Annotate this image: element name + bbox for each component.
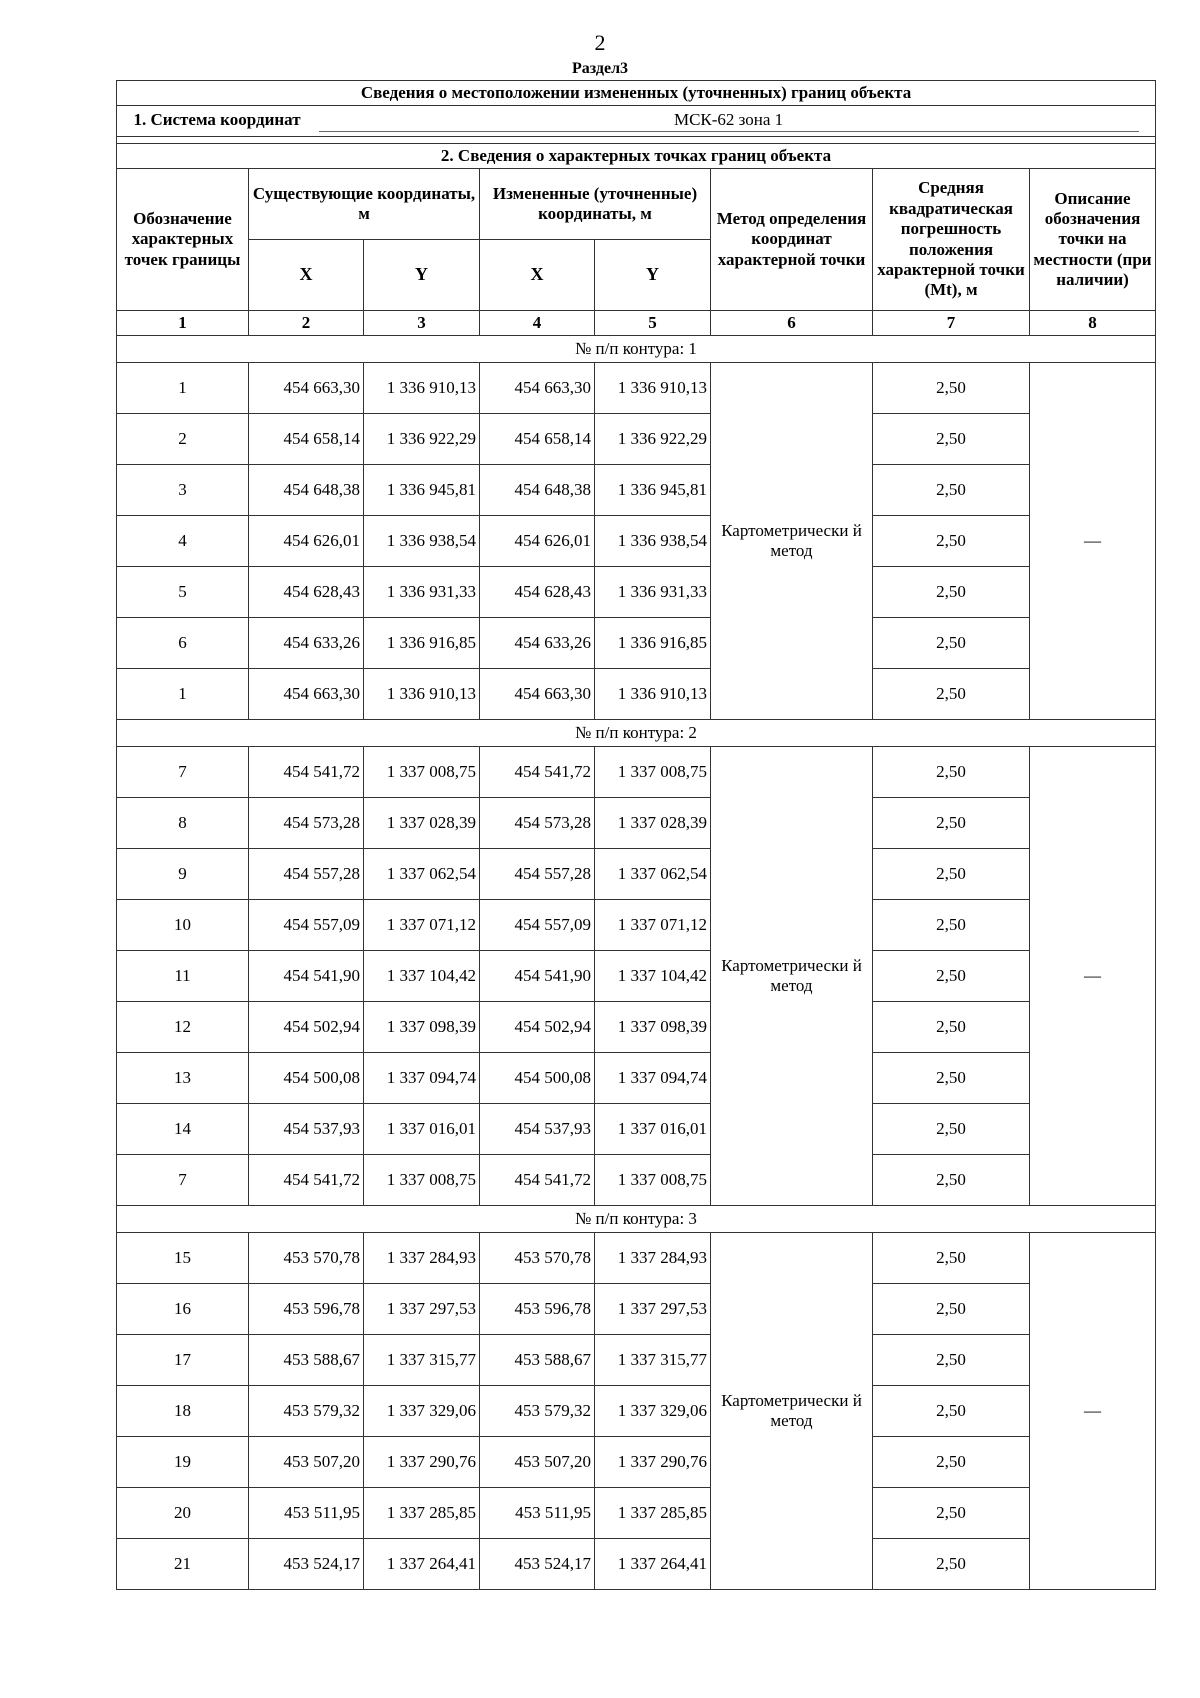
mt-cell: 2,50 (873, 1233, 1030, 1284)
table-row (117, 1284, 1156, 1335)
changed-x-cell: 454 541,72 (480, 1155, 595, 1206)
existing-x-cell: 454 626,01 (249, 516, 364, 567)
mt-cell: 2,50 (873, 1488, 1030, 1539)
mt-cell: 2,50 (873, 414, 1030, 465)
method-cell: Картометрически й метод (711, 1233, 873, 1590)
description-cell: — (1030, 1233, 1156, 1590)
column-number: 4 (480, 311, 595, 336)
existing-x-cell: 453 524,17 (249, 1539, 364, 1590)
table-row (117, 1437, 1156, 1488)
mt-cell: 2,50 (873, 1437, 1030, 1488)
existing-y-cell: 1 336 945,81 (364, 465, 480, 516)
mt-cell: 2,50 (873, 1104, 1030, 1155)
point-id-cell: 15 (117, 1233, 249, 1284)
changed-y-cell: 1 337 071,12 (595, 900, 711, 951)
changed-y-cell: 1 336 931,33 (595, 567, 711, 618)
description-cell: — (1030, 747, 1156, 1206)
point-id-cell: 4 (117, 516, 249, 567)
existing-y-cell: 1 337 094,74 (364, 1053, 480, 1104)
changed-x-cell: 454 541,90 (480, 951, 595, 1002)
table-row (117, 669, 1156, 720)
mt-cell: 2,50 (873, 1155, 1030, 1206)
point-id-cell: 7 (117, 747, 249, 798)
existing-x-cell: 454 541,72 (249, 747, 364, 798)
changed-x-cell: 453 579,32 (480, 1386, 595, 1437)
table-row (117, 849, 1156, 900)
contour-label: № п/п контура: 2 (117, 720, 1156, 747)
existing-y-cell: 1 337 071,12 (364, 900, 480, 951)
existing-x-cell: 453 507,20 (249, 1437, 364, 1488)
existing-y-cell: 1 336 938,54 (364, 516, 480, 567)
changed-x-cell: 453 596,78 (480, 1284, 595, 1335)
changed-x-cell: 454 573,28 (480, 798, 595, 849)
table-row (117, 618, 1156, 669)
changed-y-cell: 1 336 916,85 (595, 618, 711, 669)
existing-x-cell: 453 596,78 (249, 1284, 364, 1335)
table-row (117, 465, 1156, 516)
existing-x-cell: 454 537,93 (249, 1104, 364, 1155)
existing-x-cell: 454 663,30 (249, 669, 364, 720)
changed-y-cell: 1 336 938,54 (595, 516, 711, 567)
existing-x-cell: 454 502,94 (249, 1002, 364, 1053)
mt-cell: 2,50 (873, 1002, 1030, 1053)
changed-y-cell: 1 336 945,81 (595, 465, 711, 516)
changed-y-cell: 1 337 098,39 (595, 1002, 711, 1053)
existing-y-cell: 1 336 931,33 (364, 567, 480, 618)
existing-x-cell: 454 628,43 (249, 567, 364, 618)
section-title: Раздел3 (571, 60, 629, 77)
header-existing-coords: Существующие координаты, м (249, 169, 480, 240)
method-cell: Картометрически й метод (711, 747, 873, 1206)
existing-y-cell: 1 337 104,42 (364, 951, 480, 1002)
existing-x-cell: 454 633,26 (249, 618, 364, 669)
point-id-cell: 1 (117, 363, 249, 414)
table-row (117, 900, 1156, 951)
column-number: 5 (595, 311, 711, 336)
table-row (117, 1386, 1156, 1437)
table-row (117, 1335, 1156, 1386)
coord-system-value: МСК-62 зона 1 (319, 110, 1139, 131)
table-title: Сведения о местоположении измененных (уточненных) границ объекта (117, 81, 1156, 106)
changed-x-cell: 454 628,43 (480, 567, 595, 618)
changed-x-cell: 453 507,20 (480, 1437, 595, 1488)
header-y-existing: Y (364, 240, 480, 311)
mt-cell: 2,50 (873, 747, 1030, 798)
coord-system-label: 1. Система координат (133, 110, 301, 130)
changed-y-cell: 1 337 104,42 (595, 951, 711, 1002)
spacer (117, 137, 1156, 144)
existing-x-cell: 454 648,38 (249, 465, 364, 516)
mt-cell: 2,50 (873, 516, 1030, 567)
header-method: Метод определения координат характерной точки (711, 169, 873, 311)
point-id-cell: 7 (117, 1155, 249, 1206)
changed-y-cell: 1 337 008,75 (595, 747, 711, 798)
header-x-changed: X (480, 240, 595, 311)
existing-x-cell: 454 541,72 (249, 1155, 364, 1206)
changed-y-cell: 1 337 315,77 (595, 1335, 711, 1386)
changed-y-cell: 1 337 284,93 (595, 1233, 711, 1284)
point-id-cell: 3 (117, 465, 249, 516)
existing-x-cell: 453 579,32 (249, 1386, 364, 1437)
existing-y-cell: 1 337 008,75 (364, 747, 480, 798)
mt-cell: 2,50 (873, 669, 1030, 720)
mt-cell: 2,50 (873, 798, 1030, 849)
mt-cell: 2,50 (873, 618, 1030, 669)
header-y-changed: Y (595, 240, 711, 311)
table-row (117, 363, 1156, 414)
changed-y-cell: 1 337 028,39 (595, 798, 711, 849)
changed-x-cell: 454 663,30 (480, 363, 595, 414)
existing-x-cell: 453 570,78 (249, 1233, 364, 1284)
changed-y-cell: 1 337 094,74 (595, 1053, 711, 1104)
changed-y-cell: 1 336 922,29 (595, 414, 711, 465)
point-id-cell: 12 (117, 1002, 249, 1053)
existing-y-cell: 1 336 916,85 (364, 618, 480, 669)
header-description: Описание обозначения точки на местности (при наличии) (1030, 169, 1156, 311)
changed-y-cell: 1 337 008,75 (595, 1155, 711, 1206)
point-id-cell: 2 (117, 414, 249, 465)
changed-x-cell: 454 658,14 (480, 414, 595, 465)
table-row (117, 516, 1156, 567)
existing-y-cell: 1 337 315,77 (364, 1335, 480, 1386)
changed-x-cell: 454 648,38 (480, 465, 595, 516)
changed-y-cell: 1 337 062,54 (595, 849, 711, 900)
table-row (117, 1539, 1156, 1590)
changed-y-cell: 1 337 285,85 (595, 1488, 711, 1539)
existing-y-cell: 1 336 922,29 (364, 414, 480, 465)
page-number: 2 (594, 30, 606, 55)
existing-x-cell: 453 588,67 (249, 1335, 364, 1386)
existing-y-cell: 1 337 098,39 (364, 1002, 480, 1053)
point-id-cell: 20 (117, 1488, 249, 1539)
table-row (117, 1002, 1156, 1053)
header-mt: Средняя квадратическая погрешность положения характерной точки (Mt), м (873, 169, 1030, 311)
existing-y-cell: 1 337 329,06 (364, 1386, 480, 1437)
table-row (117, 798, 1156, 849)
point-id-cell: 10 (117, 900, 249, 951)
mt-cell: 2,50 (873, 363, 1030, 414)
point-id-cell: 16 (117, 1284, 249, 1335)
mt-cell: 2,50 (873, 567, 1030, 618)
changed-x-cell: 454 663,30 (480, 669, 595, 720)
existing-y-cell: 1 337 008,75 (364, 1155, 480, 1206)
description-cell: — (1030, 363, 1156, 720)
boundary-table (116, 80, 1156, 1590)
point-id-cell: 6 (117, 618, 249, 669)
point-id-cell: 5 (117, 567, 249, 618)
existing-y-cell: 1 337 062,54 (364, 849, 480, 900)
changed-x-cell: 453 511,95 (480, 1488, 595, 1539)
existing-y-cell: 1 337 297,53 (364, 1284, 480, 1335)
changed-x-cell: 453 588,67 (480, 1335, 595, 1386)
mt-cell: 2,50 (873, 1335, 1030, 1386)
column-number: 8 (1030, 311, 1156, 336)
mt-cell: 2,50 (873, 1053, 1030, 1104)
existing-x-cell: 454 557,09 (249, 900, 364, 951)
column-number: 6 (711, 311, 873, 336)
existing-y-cell: 1 336 910,13 (364, 363, 480, 414)
mt-cell: 2,50 (873, 465, 1030, 516)
point-id-cell: 11 (117, 951, 249, 1002)
header-x-existing: X (249, 240, 364, 311)
point-id-cell: 13 (117, 1053, 249, 1104)
existing-x-cell: 454 500,08 (249, 1053, 364, 1104)
changed-y-cell: 1 337 297,53 (595, 1284, 711, 1335)
changed-y-cell: 1 336 910,13 (595, 669, 711, 720)
point-id-cell: 14 (117, 1104, 249, 1155)
mt-cell: 2,50 (873, 849, 1030, 900)
point-id-cell: 18 (117, 1386, 249, 1437)
table-row (117, 1488, 1156, 1539)
points-title: 2. Сведения о характерных точках границ объекта (117, 144, 1156, 169)
column-number: 7 (873, 311, 1030, 336)
changed-x-cell: 454 502,94 (480, 1002, 595, 1053)
table-row (117, 1233, 1156, 1284)
existing-y-cell: 1 337 028,39 (364, 798, 480, 849)
existing-x-cell: 454 573,28 (249, 798, 364, 849)
table-row (117, 951, 1156, 1002)
changed-x-cell: 454 500,08 (480, 1053, 595, 1104)
changed-x-cell: 454 626,01 (480, 516, 595, 567)
header-changed-coords: Измененные (уточненные) координаты, м (480, 169, 711, 240)
existing-x-cell: 454 658,14 (249, 414, 364, 465)
existing-y-cell: 1 337 264,41 (364, 1539, 480, 1590)
mt-cell: 2,50 (873, 1386, 1030, 1437)
changed-y-cell: 1 337 264,41 (595, 1539, 711, 1590)
existing-y-cell: 1 337 285,85 (364, 1488, 480, 1539)
existing-x-cell: 453 511,95 (249, 1488, 364, 1539)
table-row (117, 414, 1156, 465)
existing-x-cell: 454 557,28 (249, 849, 364, 900)
changed-y-cell: 1 337 016,01 (595, 1104, 711, 1155)
existing-y-cell: 1 336 910,13 (364, 669, 480, 720)
mt-cell: 2,50 (873, 1284, 1030, 1335)
changed-y-cell: 1 337 329,06 (595, 1386, 711, 1437)
changed-x-cell: 454 557,09 (480, 900, 595, 951)
contour-label: № п/п контура: 1 (117, 336, 1156, 363)
changed-x-cell: 454 541,72 (480, 747, 595, 798)
existing-x-cell: 454 541,90 (249, 951, 364, 1002)
table-row (117, 1053, 1156, 1104)
existing-x-cell: 454 663,30 (249, 363, 364, 414)
existing-y-cell: 1 337 284,93 (364, 1233, 480, 1284)
changed-y-cell: 1 336 910,13 (595, 363, 711, 414)
changed-y-cell: 1 337 290,76 (595, 1437, 711, 1488)
point-id-cell: 19 (117, 1437, 249, 1488)
existing-y-cell: 1 337 290,76 (364, 1437, 480, 1488)
column-number: 3 (364, 311, 480, 336)
existing-y-cell: 1 337 016,01 (364, 1104, 480, 1155)
changed-x-cell: 453 570,78 (480, 1233, 595, 1284)
point-id-cell: 8 (117, 798, 249, 849)
column-number: 2 (249, 311, 364, 336)
point-id-cell: 17 (117, 1335, 249, 1386)
column-number: 1 (117, 311, 249, 336)
table-row (117, 747, 1156, 798)
point-id-cell: 1 (117, 669, 249, 720)
changed-x-cell: 454 557,28 (480, 849, 595, 900)
table-row (117, 1104, 1156, 1155)
contour-label: № п/п контура: 3 (117, 1206, 1156, 1233)
method-cell: Картометрически й метод (711, 363, 873, 720)
coord-system-cell (117, 106, 1156, 137)
changed-x-cell: 453 524,17 (480, 1539, 595, 1590)
table-row (117, 567, 1156, 618)
changed-x-cell: 454 633,26 (480, 618, 595, 669)
mt-cell: 2,50 (873, 900, 1030, 951)
mt-cell: 2,50 (873, 951, 1030, 1002)
header-point-designation: Обозначение характерных точек границы (117, 169, 249, 311)
mt-cell: 2,50 (873, 1539, 1030, 1590)
table-row (117, 1155, 1156, 1206)
changed-x-cell: 454 537,93 (480, 1104, 595, 1155)
point-id-cell: 9 (117, 849, 249, 900)
point-id-cell: 21 (117, 1539, 249, 1590)
